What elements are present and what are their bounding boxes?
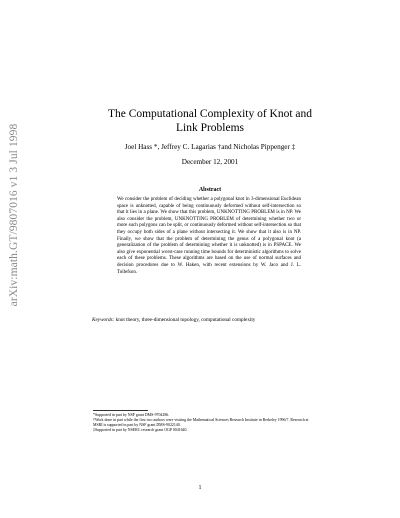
keywords-text: knot theory, three-dimensional topology, computational complexity	[115, 317, 256, 323]
arxiv-identifier-stamp	[4, 123, 24, 307]
footnote-1: *Supported in part by NSF grant DMS-9704286.	[93, 413, 170, 417]
keywords-label: Keywords:	[92, 317, 115, 323]
title-line-1: The Computational Complexity of Knot and	[107, 108, 313, 120]
title-line-2: Link Problems	[175, 122, 245, 134]
arxiv-identifier: arXiv:math.GT/9807016 v1 3 Jul 1998	[8, 123, 20, 307]
footnote-2: †Work done in part while the first two authors were visiting the Mathematical Sciences Research Institute in Berkeley 1996/7. Research at MSRI is supported in part by NSF grant DMS-9022140.	[93, 418, 309, 427]
paper-title	[80, 107, 340, 135]
footnote-3: ‡Supported in part by NSERC research grant OGP 0041640.	[93, 428, 188, 432]
abstract-body: We consider the problem of deciding whether a polygonal knot in 3-dimensional Euclidean space is unknotted, capable of being continuously deformed without self-intersection so that it lies in a plane. We show that this problem, UNKNOTTING PROBLEM is in NP. We also consider the problem, UNKNOTTING PROBLEM of determining whether two or more such polygons can be split, or continuously deformed without self-intersection so that they occupy both sides of a plane without intersecting it. We show that it also is in NP. Finally, we show that the problem of determining the genus of a polygonal knot (a generalization of the problem of determining whether it is unknotted) is in PSPACE. We also give exponential worst-case running time bounds for deterministic algorithms to solve each of these problems. These algorithms are based on the use of normal surfaces and decision procedures due to W. Haken, with recent extensions by W. Jaco and J. L. Tollefson.	[117, 197, 301, 275]
paper-date: December 12, 2001	[181, 158, 239, 166]
footnote-rule	[93, 410, 148, 411]
abstract-heading: Abstract	[198, 187, 222, 193]
footnotes	[93, 413, 311, 433]
page-number: 1	[198, 485, 202, 491]
keywords	[92, 317, 312, 325]
paper-authors: Joel Hass *, Jeffrey C. Lagarias †and Nicholas Pippenger ‡	[124, 143, 296, 151]
